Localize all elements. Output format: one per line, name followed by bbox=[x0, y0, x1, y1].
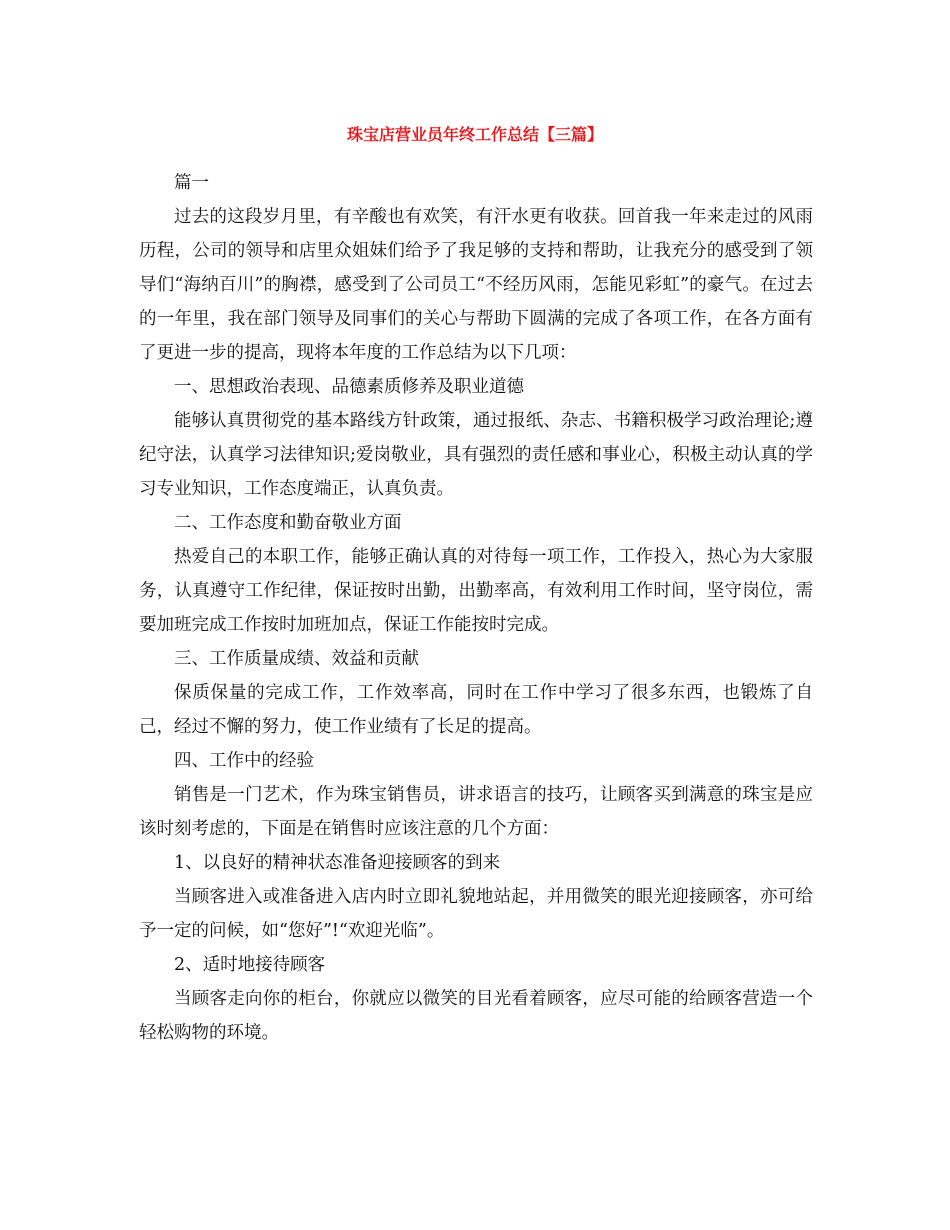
body-paragraph: 当顾客走向你的柜台，你就应以微笑的目光看着顾客，应尽可能的给顾客营造一个轻松购物的环境。 bbox=[139, 989, 813, 1043]
section-heading: 三、工作质量成绩、效益和贡献 bbox=[174, 649, 419, 669]
body-paragraph: 销售是一门艺术，作为珠宝销售员，讲求语言的技巧，让顾客买到满意的珠宝是应该时刻考虑的，下面是在销售时应该注意的几个方面： bbox=[139, 785, 813, 839]
section-heading: 一、思想政治表现、品德素质修养及职业道德 bbox=[174, 377, 524, 397]
document-title: 珠宝店营业员年终工作总结【三篇】 bbox=[346, 125, 603, 144]
section-heading: 二、工作态度和勤奋敬业方面 bbox=[174, 513, 402, 533]
section-heading: 四、工作中的经验 bbox=[174, 751, 314, 771]
body-paragraph: 保质保量的完成工作，工作效率高，同时在工作中学习了很多东西，也锻炼了自己，经过不懈的努力，使工作业绩有了长足的提高。 bbox=[139, 683, 813, 737]
subsection-heading: 1、以良好的精神状态准备迎接顾客的到来 bbox=[174, 853, 501, 873]
body-paragraph: 能够认真贯彻党的基本路线方针政策，通过报纸、杂志、书籍积极学习政治理论;遵纪守法，认真学习法律知识;爱岗敬业，具有强烈的责任感和事业心，积极主动认真的学习专业知识，工作态度端正，认真负责。 bbox=[139, 411, 813, 499]
body-paragraph: 热爱自己的本职工作，能够正确认真的对待每一项工作，工作投入，热心为大家服务，认真遵守工作纪律，保证按时出勤，出勤率高，有效利用工作时间，坚守岗位，需要加班完成工作按时加班加点，保证工作能按时完成。 bbox=[139, 547, 813, 635]
body-paragraph: 当顾客进入或准备进入店内时立即礼貌地站起，并用微笑的眼光迎接顾客，亦可给予一定的问候，如“您好”!“欢迎光临”。 bbox=[139, 887, 813, 941]
document-body bbox=[139, 166, 813, 1050]
section-label: 篇一 bbox=[174, 173, 209, 193]
subsection-heading: 2、适时地接待顾客 bbox=[174, 955, 326, 975]
body-paragraph: 过去的这段岁月里，有辛酸也有欢笑，有汗水更有收获。回首我一年来走过的风雨历程，公司的领导和店里众姐妹们给予了我足够的支持和帮助，让我充分的感受到了领导们“海纳百川”的胸襟，感受到了公司员工“不经历风雨，怎能见彩虹”的豪气。在过去的一年里，我在部门领导及同事们的关心与帮助下圆满的完成了各项工作，在各方面有了更进一步的提高，现将本年度的工作总结为以下几项： bbox=[139, 207, 813, 363]
